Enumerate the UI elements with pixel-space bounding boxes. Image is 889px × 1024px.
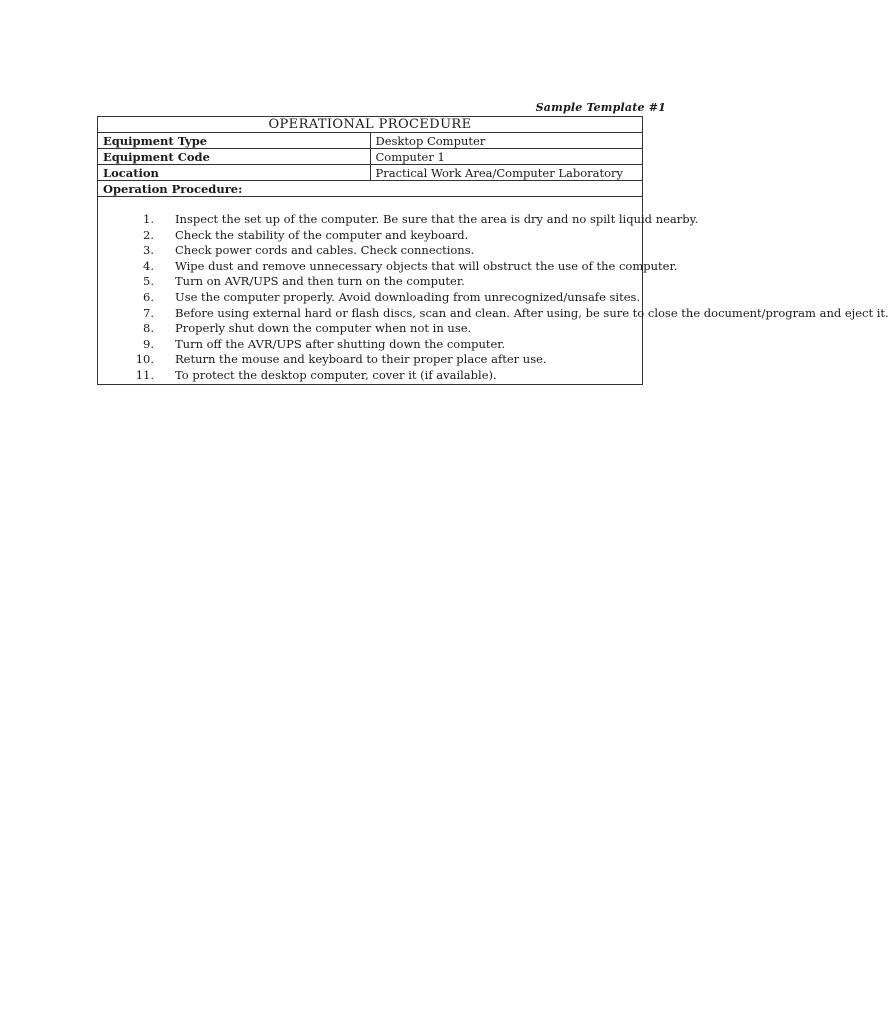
step-text: Before using external hard or flash discs, scan and clean. After using, be sure to close the document/program and eject it. (175, 305, 889, 320)
procedure-step (103, 243, 627, 259)
procedure-step (103, 337, 627, 353)
template-label: Sample Template #1 (535, 101, 666, 114)
step-text: Inspect the set up of the computer. Be sure that the area is dry and no spilt liquid nearby. (175, 212, 699, 226)
operational-procedure-table (97, 116, 889, 385)
step-number: 2. (143, 227, 154, 242)
field-row-location (98, 165, 643, 181)
procedure-step (103, 258, 678, 275)
steps-cell (98, 197, 889, 385)
step-number: 1. (143, 212, 154, 226)
operation-procedure-label: Operation Procedure: (98, 181, 643, 197)
step-number: 9. (143, 336, 154, 351)
step-text: Wipe dust and remove unnecessary objects that will obstruct the use of the computer. (175, 258, 678, 273)
procedure-step (103, 352, 627, 368)
step-text: Properly shut down the computer when not in use. (175, 321, 472, 336)
step-number: 7. (143, 305, 154, 320)
field-row-equipment-code (98, 149, 643, 165)
equipment-type-label: Equipment Type (98, 133, 371, 149)
equipment-code-label: Equipment Code (98, 149, 371, 165)
step-text: To protect the desktop computer, cover it (if available). (175, 367, 497, 382)
step-text: Turn off the AVR/UPS after shutting down the computer. (175, 336, 506, 351)
step-text: Use the computer properly. Avoid downloading from unrecognized/unsafe sites. (175, 289, 641, 304)
step-number: 6. (143, 289, 154, 304)
procedure-step (103, 321, 627, 337)
procedure-step (103, 228, 627, 244)
steps-row (98, 197, 643, 385)
step-number: 11. (135, 367, 154, 382)
step-number: 5. (143, 274, 154, 289)
step-number: 3. (143, 243, 154, 258)
location-value: Practical Work Area/Computer Laboratory (370, 165, 643, 181)
field-row-equipment-type (98, 133, 643, 149)
equipment-code-value: Computer 1 (370, 149, 643, 165)
procedure-step (103, 212, 699, 228)
procedure-step (103, 289, 641, 306)
table-title: OPERATIONAL PROCEDURE (98, 117, 643, 133)
equipment-type-value: Desktop Computer (370, 133, 643, 149)
procedure-steps (103, 197, 889, 384)
step-number: 4. (143, 258, 154, 273)
procedure-step (103, 368, 627, 384)
step-text: Check power cords and cables. Check connections. (175, 243, 475, 258)
procedure-step (103, 274, 627, 290)
step-text: Return the mouse and keyboard to their proper place after use. (175, 352, 547, 367)
procedure-step (103, 305, 889, 322)
title-row (98, 117, 643, 133)
step-text: Check the stability of the computer and keyboard. (175, 227, 469, 242)
step-number: 10. (135, 352, 154, 367)
location-label: Location (98, 165, 371, 181)
section-row (98, 181, 643, 197)
step-text: Turn on AVR/UPS and then turn on the computer. (175, 274, 465, 289)
step-number: 8. (143, 321, 154, 336)
